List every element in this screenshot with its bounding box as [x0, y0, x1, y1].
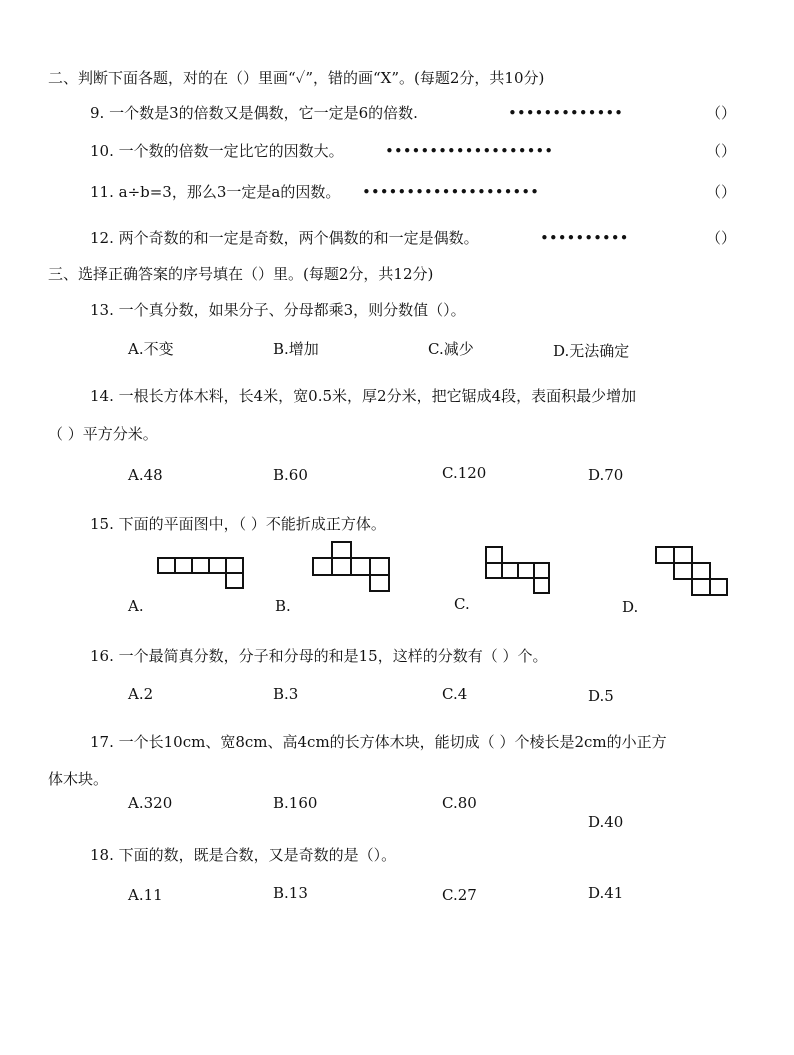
question-18-text: 18. 下面的数，既是合数，又是奇数的是（）。 [90, 846, 397, 864]
question-16-option-b[interactable]: B.3 [273, 685, 299, 703]
question-18-option-a[interactable]: A.11 [128, 886, 163, 904]
cube-net-c [485, 546, 551, 596]
question-16-option-d[interactable]: D.5 [588, 687, 614, 705]
question-14-option-c[interactable]: C.120 [442, 464, 487, 482]
question-18-option-b[interactable]: B.13 [273, 884, 308, 902]
question-15-option-a[interactable]: A. [128, 597, 144, 615]
question-16-text: 16. 一个最简真分数，分子和分母的和是15，这样的分数有（ ）个。 [90, 647, 548, 665]
question-13-option-b[interactable]: B.增加 [273, 340, 319, 358]
question-12-dots: •••••••••• [540, 229, 629, 247]
question-16-option-a[interactable]: A.2 [128, 685, 154, 703]
question-12-text: 12. 两个奇数的和一定是奇数，两个偶数的和一定是偶数。 [90, 229, 479, 247]
question-13-option-a[interactable]: A.不变 [128, 340, 174, 358]
question-13-text: 13. 一个真分数，如果分子、分母都乘3，则分数值（）。 [90, 301, 466, 319]
question-18-option-c[interactable]: C.27 [442, 886, 477, 904]
question-14-option-d[interactable]: D.70 [588, 466, 624, 484]
question-9-answer-paren[interactable]: （） [706, 104, 737, 122]
question-9-text: 9. 一个数是3的倍数又是偶数，它一定是6的倍数. [90, 104, 418, 122]
question-17-line-2: 体木块。 [48, 770, 109, 788]
question-13-option-c[interactable]: C.减少 [428, 340, 474, 358]
question-17-line-1: 17. 一个长10cm、宽8cm、高4cm的长方体木块，能切成（ ）个棱长是2cm的小正方 [90, 733, 667, 751]
question-14-line-2: （ ）平方分米。 [48, 425, 158, 443]
cube-net-a [157, 557, 247, 591]
question-18-option-d[interactable]: D.41 [588, 884, 624, 902]
question-15-option-d[interactable]: D. [622, 598, 639, 616]
section-2-heading: 二、判断下面各题，对的在（）里画“✓”，错的画“X”。(每题2分，共10分) [48, 69, 545, 87]
question-13-option-d[interactable]: D.无法确定 [553, 342, 630, 360]
question-17-option-c[interactable]: C.80 [442, 794, 477, 812]
question-15-option-c[interactable]: C. [454, 595, 470, 613]
question-17-option-d[interactable]: D.40 [588, 813, 624, 831]
question-10-text: 10. 一个数的倍数一定比它的因数大。 [90, 142, 344, 160]
question-14-option-a[interactable]: A.48 [128, 466, 163, 484]
question-17-option-b[interactable]: B.160 [273, 794, 318, 812]
question-10-dots: ••••••••••••••••••• [385, 142, 554, 160]
question-17-option-a[interactable]: A.320 [128, 794, 173, 812]
question-15-text: 15. 下面的平面图中，（ ）不能折成正方体。 [90, 515, 386, 533]
question-10-answer-paren[interactable]: （） [706, 142, 737, 160]
question-14-line-1: 14. 一根长方体木料，长4米，宽0.5米，厚2分米，把它锯成4段，表面积最少增加 [90, 387, 637, 405]
question-11-dots: •••••••••••••••••••• [362, 183, 539, 201]
section-3-heading: 三、选择正确答案的序号填在（）里。(每题2分，共12分) [48, 265, 434, 283]
question-11-answer-paren[interactable]: （） [706, 183, 737, 201]
question-9-dots: ••••••••••••• [508, 104, 624, 122]
cube-net-b [311, 541, 391, 593]
question-11-text: 11. a÷b=3，那么3一定是a的因数。 [90, 183, 341, 201]
question-14-option-b[interactable]: B.60 [273, 466, 308, 484]
cube-net-d [655, 546, 729, 598]
question-16-option-c[interactable]: C.4 [442, 685, 468, 703]
question-15-option-b[interactable]: B. [275, 597, 291, 615]
question-12-answer-paren[interactable]: （） [706, 229, 737, 247]
